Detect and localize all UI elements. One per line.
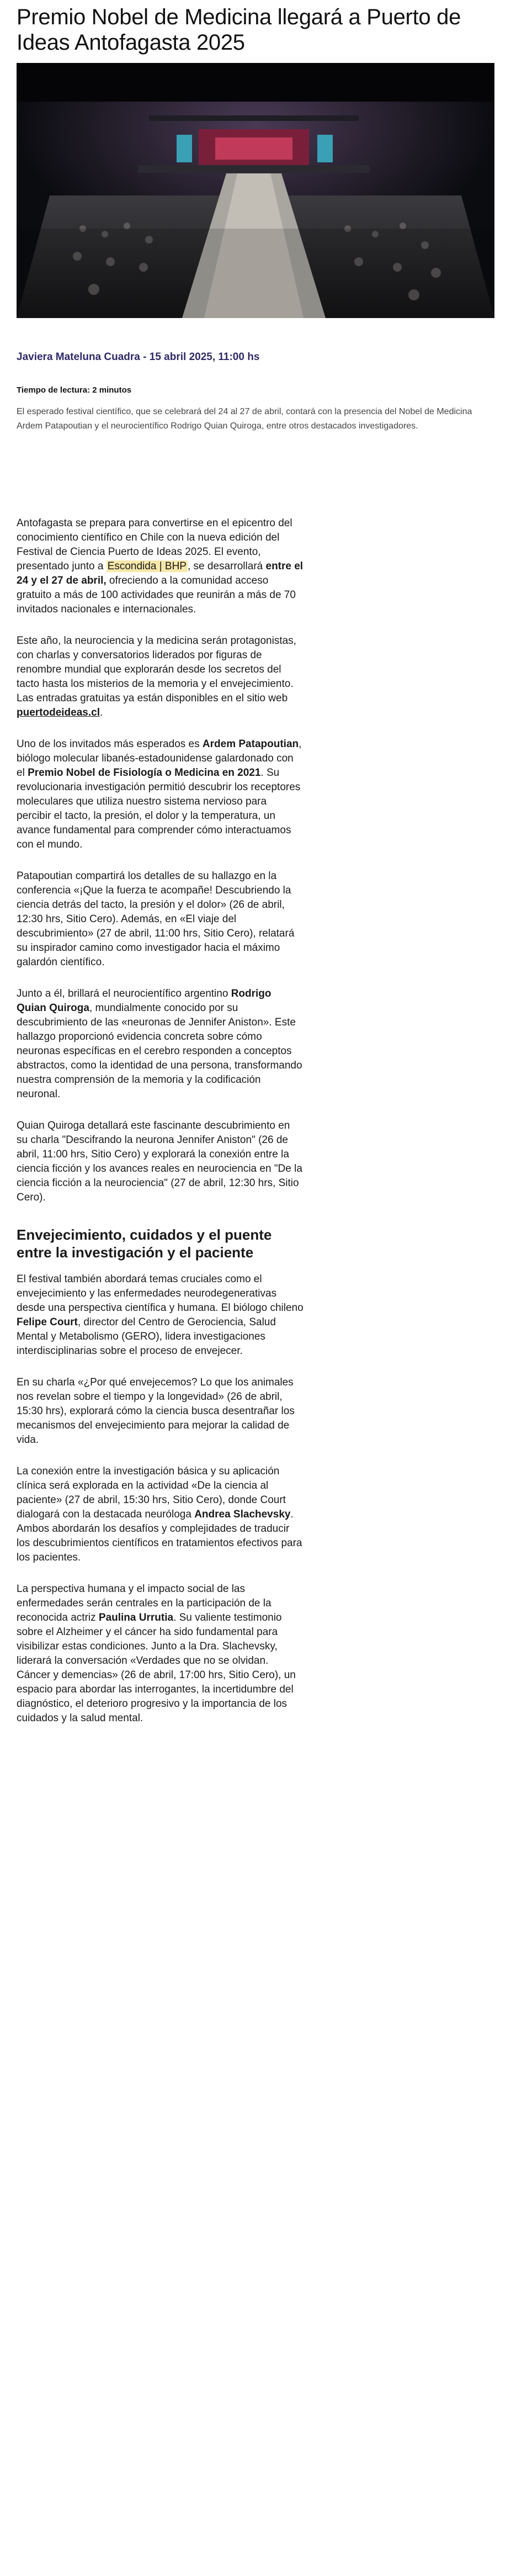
article-title: Premio Nobel de Medicina llegará a Puerto de Ideas Antofagasta 2025 [17,5,461,55]
paragraph: El festival también abordará temas cruciales como el envejecimiento y las enfermedades neurodegenerativas desde una perspectiva científica y humana. El biólogo chileno Felipe Court, director del Centro de Gerociencia, Salud Mental y Metabolismo (GERO), lidera investigaciones interdisciplinarias sobre el proceso de envejecer. [17,1273,304,1357]
section-heading: Envejecimiento, cuidados y el puente entre la investigación y el paciente [17,1226,272,1261]
website-link[interactable]: puertodeideas.cl [17,707,100,718]
auditorium-photo [17,63,494,318]
sponsor-highlight: Escondida | BHP [107,560,187,572]
article-lead: El esperado festival científico, que se celebrará del 24 al 27 de abril, contará con la presencia del Nobel de Medicina Ardem Patapoutian y el neurocientífico Rodrigo Quian Quiroga, entre otros destacados investigadores. [17,407,472,431]
article [17,0,494,1743]
article-body [17,516,304,1726]
paragraph: Patapoutian compartirá los detalles de su hallazgo en la conferencia «¡Que la fuerza te acompañe! Descubriendo la ciencia detrás del tacto, la presión y el dolor» (26 de abril, 12:30 hrs, Sitio Cero). Además, en «El viaje del descubrimiento» (27 de abril, 11:00 hrs, Sitio Cero), relatará su inspirador camino como investigador hacia el máximo galardón científico. [17,870,295,968]
paragraph: La perspectiva humana y el impacto social de las enfermedades serán centrales en la participación de la reconocida actriz Paulina Urrutia. Su valiente testimonio sobre el Alzheimer y el cáncer ha sido fundamental para visibilizar estas condiciones. Junto a la Dra. Slachevsky, liderará la conversación «Verdades que no se olvidan. Cáncer y demencias» (26 de abril, 17:00 hrs, Sitio Cero), un espacio para abordar las interrogantes, la incertidumbre del diagnóstico, el deterioro progresivo y la importancia de los cuidados y la salud mental. [17,1583,296,1724]
paragraph: Este año, la neurociencia y la medicina serán protagonistas, con charlas y conversatorios liderados por figuras de renombre mundial que explorarán desde los secretos del tacto hasta los misterios de la memoria y el envejecimiento. Las entradas gratuitas ya están disponibles en el sitio web puertodeideas.cl. [17,635,296,718]
reading-time: Tiempo de lectura: 2 minutos [17,385,132,395]
paragraph: Junto a él, brillará el neurocientífico argentino Rodrigo Quian Quiroga, mundialmente conocido por su descubrimiento de las «neuronas de Jennifer Aniston». Este hallazgo proporcionó evidencia concreta sobre cómo neuronas específicas en el cerebro responden a conceptos abstractos, como la identidad de una persona, transformando nuestra comprensión de la memoria y la codificación neuronal. [17,988,302,1100]
paragraph: Uno de los invitados más esperados es Ardem Patapoutian, biólogo molecular libanés-estadounidense galardonado con el Premio Nobel de Fisiología o Medicina en 2021. Su revolucionaria investigación permitió descubrir los receptores moleculares que utiliza nuestro sistema nervioso para percibir el tacto, la presión, el dolor y la temperatura, un avance fundamental para comprender cómo interactuamos con el mundo. [17,738,302,850]
paragraph: Quian Quiroga detallará este fascinante descubrimiento en su charla "Descifrando la neurona Jennifer Aniston" (26 de abril, 11:00 hrs, Sitio Cero) y explorará la conexión entre la ciencia ficción y los avances reales en neurociencia en "De la ciencia ficción a la neurociencia" (27 de abril, 12:30 hrs, Sitio Cero). [17,1120,302,1203]
paragraph: Antofagasta se prepara para convertirse en el epicentro del conocimiento científico en Chile con la nueva edición del Festival de Ciencia Puerto de Ideas 2025. El evento, presentado junto a Escondida | BHP , se desarrollará entre el 24 y el 27 de abril, ofreciendo a la comunidad acceso gratuito a más de 100 actividades que reunirán a más de 70 invitados nacionales e internacionales. [17,517,304,615]
hero-image [17,63,494,318]
paragraph: La conexión entre la investigación básica y su aplicación clínica será explorada en la actividad «De la ciencia al paciente» (27 de abril, 15:30 hrs, Sitio Cero), donde Court dialogará con la destacada neuróloga Andrea Slachevsky. Ambos abordarán los desafíos y complejidades de traducir los descubrimientos científicos en tratamientos efectivos para los pacientes. [17,1466,302,1563]
author-date: Javiera Mateluna Cuadra - 15 abril 2025, 11:00 hs [17,351,260,363]
paragraph: En su charla «¿Por qué envejecemos? Lo que los animales nos revelan sobre el tiempo y la longevidad» (26 de abril, 15:30 hrs), explorará cómo la ciencia busca desentrañar los mecanismos del envejecimiento para mejorar la calidad de vida. [17,1377,295,1446]
